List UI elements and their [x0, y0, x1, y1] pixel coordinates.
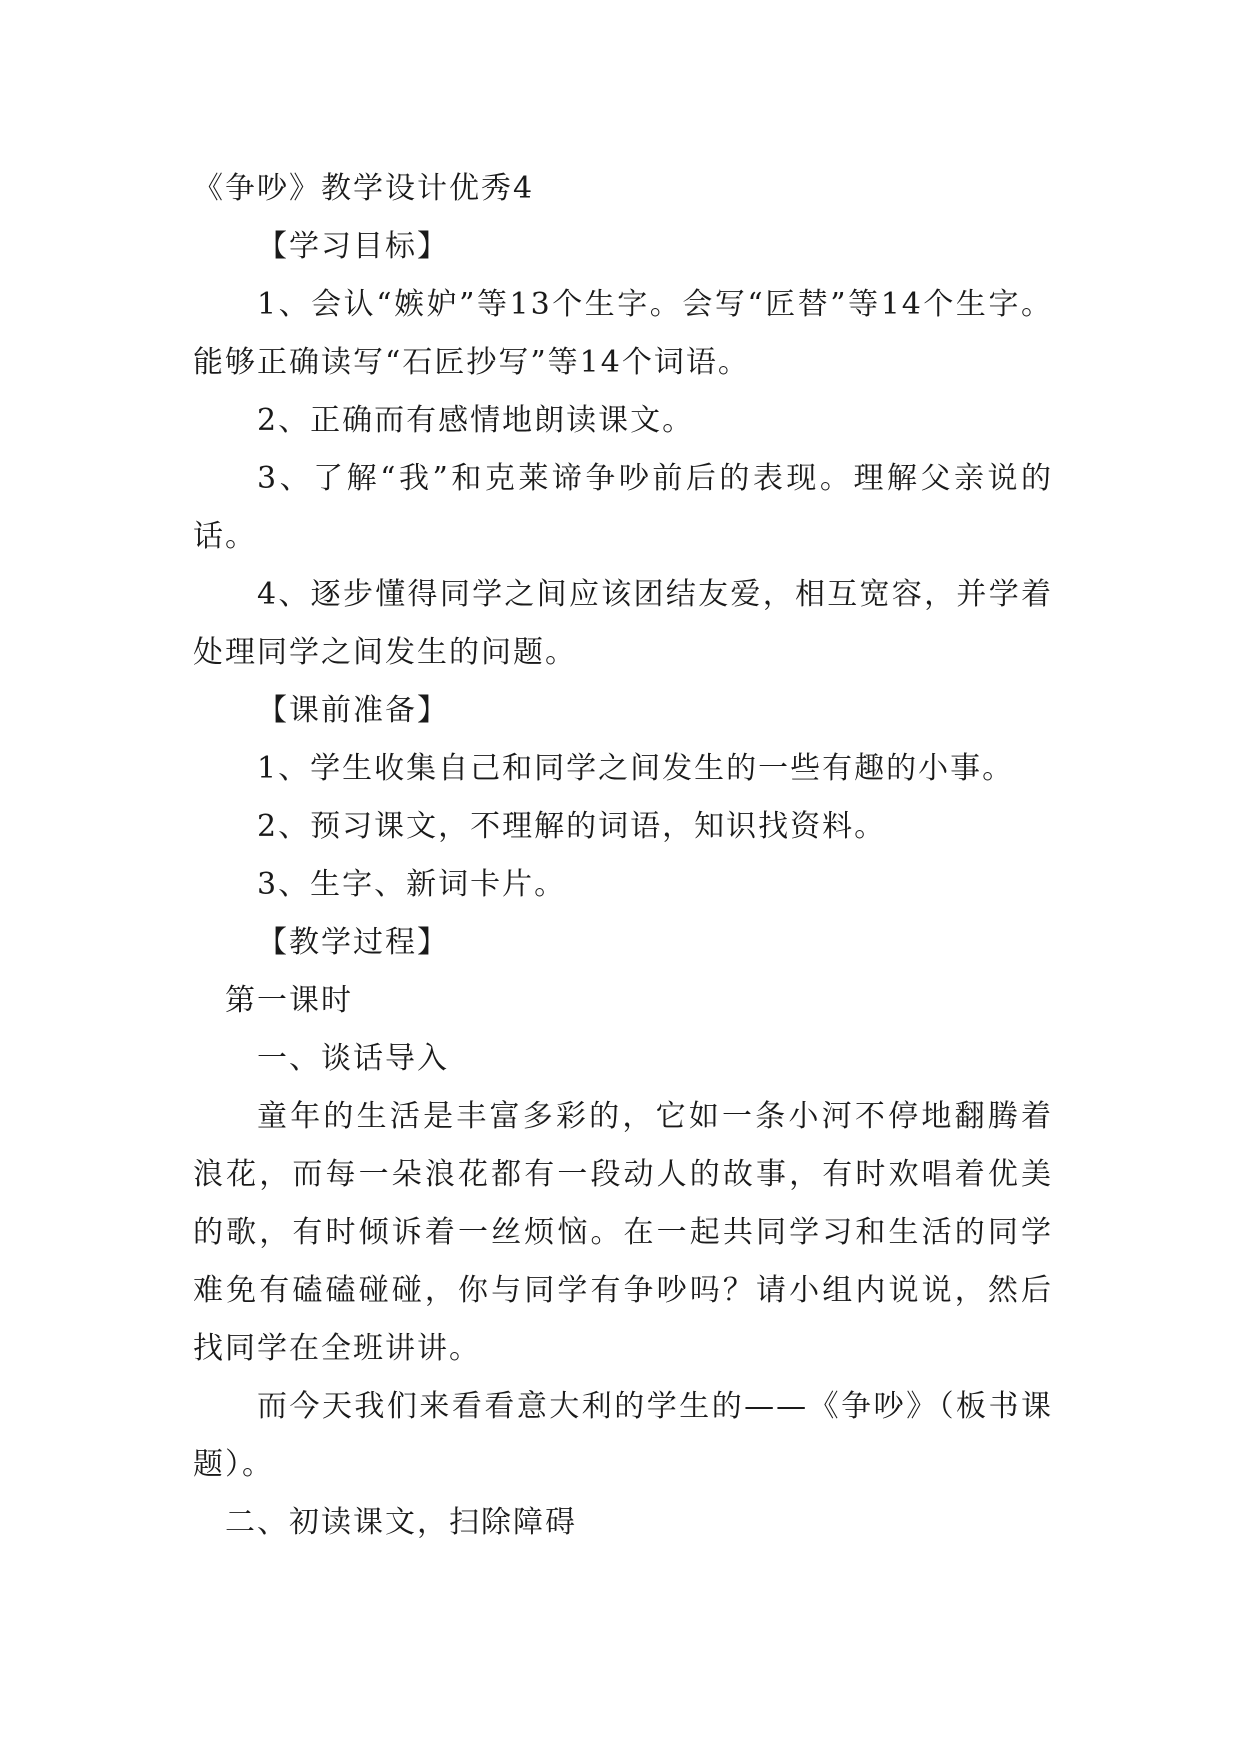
heading-teaching-process: 【教学过程】 — [257, 925, 449, 960]
heading-first-lesson: 第一课时 — [225, 983, 353, 1018]
heading-section-1: 一、谈话导入 — [257, 1041, 449, 1076]
paragraph-goal-4: 4、逐步懂得同学之间应该团结友爱，相互宽容，并学着处理同学之间发生的问题。 — [193, 577, 1053, 670]
paragraph-topic: 而今天我们来看看意大利的学生的——《争吵》（板书课题）。 — [193, 1389, 1053, 1482]
paragraph-prep-2: 2、预习课文，不理解的词语，知识找资料。 — [257, 809, 887, 844]
heading-learning-goals: 【学习目标】 — [257, 229, 449, 264]
paragraph-goal-1: 1、会认“嫉妒”等13个生字。会写“匠替”等14个生字。能够正确读写“石匠抄写”等14个词语。 — [193, 287, 1053, 380]
paragraph-goal-3: 3、了解“我”和克莱谛争吵前后的表现。理解父亲说的话。 — [193, 461, 1053, 554]
document-title: 《争吵》教学设计优秀4 — [193, 171, 535, 206]
heading-section-2: 二、初读课文，扫除障碍 — [225, 1505, 577, 1540]
document-body — [193, 160, 1053, 1552]
heading-preparation: 【课前准备】 — [257, 693, 449, 728]
paragraph-intro: 童年的生活是丰富多彩的，它如一条小河不停地翻腾着浪花，而每一朵浪花都有一段动人的故事，有时欢唱着优美的歌，有时倾诉着一丝烦恼。在一起共同学习和生活的同学难免有磕磕碰碰，你与同学有争吵吗？请小组内说说，然后找同学在全班讲讲。 — [193, 1099, 1053, 1366]
paragraph-prep-1: 1、学生收集自己和同学之间发生的一些有趣的小事。 — [257, 751, 1015, 786]
paragraph-prep-3: 3、生字、新词卡片。 — [257, 867, 567, 902]
paragraph-goal-2: 2、正确而有感情地朗读课文。 — [257, 403, 695, 438]
